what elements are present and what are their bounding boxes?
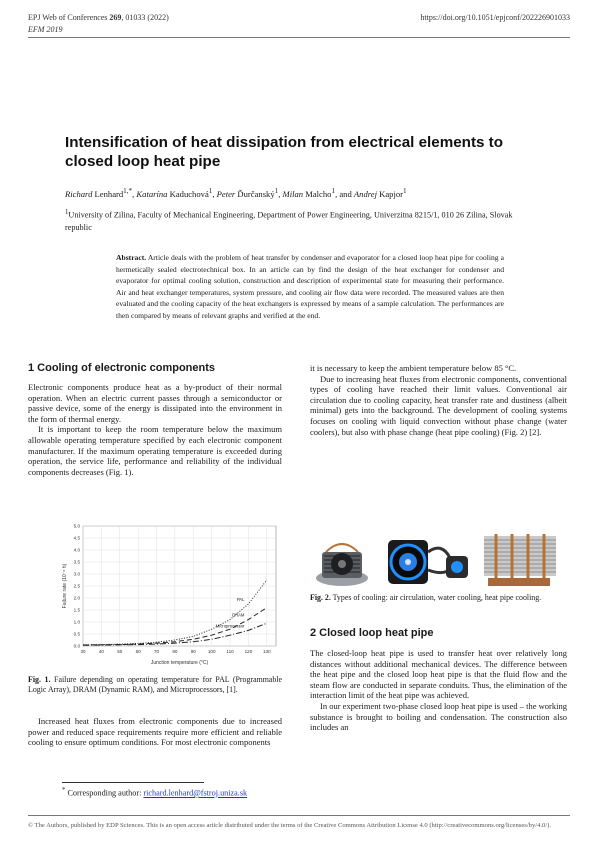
paragraph: Increased heat fluxes from electronic components due to increased power and reduced space requirements require more efficient and reliable cooling to ensure optimum conditions. For most electronic components — [28, 716, 282, 748]
x-tick-label: 100 — [207, 649, 216, 654]
footer-rule — [28, 815, 570, 816]
author: Peter Ďurčanský$^1$, — [216, 187, 283, 199]
section-1-heading: 1 Cooling of electronic components — [28, 362, 216, 374]
author: Andrej Kapjor$^1$ — [353, 187, 407, 199]
section-2-heading: 2 Closed loop heat pipe — [310, 627, 434, 639]
y-tick-label: 0.5 — [73, 631, 80, 637]
x-tick-label: 130 — [262, 649, 271, 654]
y-tick-label: 3.0 — [73, 571, 80, 577]
x-axis-label: Junction temperature (°C) — [150, 660, 209, 666]
header-rule — [28, 37, 570, 38]
heat-pipe-cooler-photo — [484, 534, 556, 586]
left-column-text-continued — [28, 716, 282, 748]
paragraph: Due to increasing heat fluxes from electronic components, conventional types of cooling have reached their limit values. Conventional air circulation due to cooling capacity, heat transfer rate and dustiness (albeit minimal) gets into the background. The development of cooling systems focuses on cooling with liquid convection without phase change (water coolers), but also with phase change (heat pipe cooling) (Fig. 2) [2]. — [310, 373, 567, 437]
running-header: EPJ Web of Conferences 269, 01033 (2022) — [28, 13, 169, 22]
y-tick-label: 2.5 — [73, 583, 80, 589]
x-tick-label: 80 — [172, 649, 178, 654]
y-tick-label: 3.5 — [73, 559, 80, 565]
author: Richard Lenhard$^{1,*}$, — [65, 187, 137, 199]
x-tick-label: 70 — [153, 649, 160, 654]
y-tick-label: 4.0 — [73, 547, 80, 553]
x-tick-label: 120 — [244, 649, 253, 654]
doi-link[interactable]: https://doi.org/10.1051/epjconf/202226901033 — [420, 13, 570, 22]
paragraph: it is necessary to keep the ambient temperature below 85 °C. — [310, 363, 517, 373]
y-tick-label: 1.0 — [73, 619, 80, 625]
y-axis-label: Failure rate (10⁻⁶ h) — [62, 563, 68, 609]
x-tick-label: 60 — [135, 649, 141, 654]
x-tick-label: 110 — [226, 649, 234, 654]
fig2-caption: Fig. 2. Types of cooling: air circulation, water cooling, heat pipe cooling. — [310, 593, 542, 602]
abstract-label: Abstract. — [116, 253, 147, 262]
license-notice: © The Authors, published by EDP Sciences. This is an open access article distributed under the terms of the Creative Commons Attribution License 4.0 (http://creativecommons.org/licenses/by/4.0/). — [28, 822, 552, 829]
footnote-rule — [62, 782, 204, 783]
water-cooler-photo — [388, 540, 468, 584]
paper-title: Intensification of heat dissipation from electrical elements to closed loop heat pipe — [65, 134, 503, 170]
series-label: Microprocessor — [215, 623, 245, 629]
paragraph: The closed-loop heat pipe is used to transfer heat over relatively long distances without additional mechanical devices. The difference between the heat pipe and the closed loop heat pipe is that the fluid flow and the steam flow are conducted in separate conduits. Thus, the elimination of the interaction limit of the heat pipe was achieved. — [310, 648, 567, 701]
left-column-text — [28, 382, 282, 477]
y-tick-label: 0.0 — [73, 643, 80, 649]
series-label: DRAM — [232, 612, 245, 618]
x-tick-label: 30 — [80, 649, 86, 654]
conference-name: EFM 2019 — [28, 25, 63, 34]
series-label: PAL — [236, 597, 245, 602]
paragraph: In our experiment two-phase closed loop heat pipe is used – the working substance is brought to boiling and condensation. The construction also includes an — [310, 700, 567, 733]
author: Katarína Kaduchová$^1$, — [136, 187, 217, 199]
x-tick-label: 50 — [117, 649, 123, 654]
volume-number: 269 — [109, 13, 122, 22]
author: Milan Malcho$^1$, and — [282, 187, 354, 199]
affiliation: $^1$University of Zilina, Faculty of Mechanical Engineering, Department of Power Engineering, Univerzitna 8215/1, 010 26 Zilina, Slovak republic — [65, 209, 513, 233]
author-email-link[interactable]: richard.lenhard@fstroj.uniza.sk — [143, 788, 248, 798]
fig1-caption: Fig. 1. Failure depending on operating temperature for PAL (Programmable Logic Array), DRAM (Dynamic RAM), and Microprocessors, [1]. — [28, 675, 282, 694]
air-cooler-photo — [316, 544, 368, 586]
right-column-text — [310, 363, 567, 437]
paragraph: It is important to keep the room temperature below the maximum allowable operating temperature specified by each electronic component manufacturer. If the maximum operating temperature is exceeded during operation, the service life, performance and reliability of the individual components decreases (Fig. 1). — [28, 424, 282, 477]
abstract: Abstract. Article deals with the problem of heat transfer by condenser and evaporator for a closed loop heat pipe for cooling a hermetically sealed electrotechnical box. In an article can by find the design of the heat exchanger for condenser and evaporator for optimal cooling solution, construction and description of experimental state for measuring their performance. Air and heat exchanger temperatures, system pressure, and cooling air flow data were recorded. The measured values are then evaluated and the cooling capacity of the heat exchangers is expressed by means of a sample calculation. The performances are then compared by means of relevant graphs and verified at the end. — [116, 253, 504, 320]
x-tick-label: 90 — [190, 649, 196, 654]
fig1-failure-rate-chart — [57, 522, 282, 670]
paragraph: Electronic components produce heat as a by-product of their normal operation. When an electric current passes through a semiconductor or passive device, some of the energy is dissipated into the environment in the form of thermal energy. — [28, 382, 282, 424]
y-tick-label: 2.0 — [73, 595, 80, 601]
x-tick-label: 40 — [98, 649, 104, 654]
y-tick-label: 5.0 — [73, 523, 80, 529]
y-tick-label: 1.5 — [73, 607, 80, 613]
author-list — [65, 186, 535, 200]
section-2-text — [310, 648, 567, 733]
corresponding-author-footnote: * Corresponding author: richard.lenhard@fstroj.uniza.sk — [62, 787, 248, 798]
y-tick-label: 4.5 — [73, 535, 80, 541]
fig2-cooling-photos — [312, 532, 566, 590]
